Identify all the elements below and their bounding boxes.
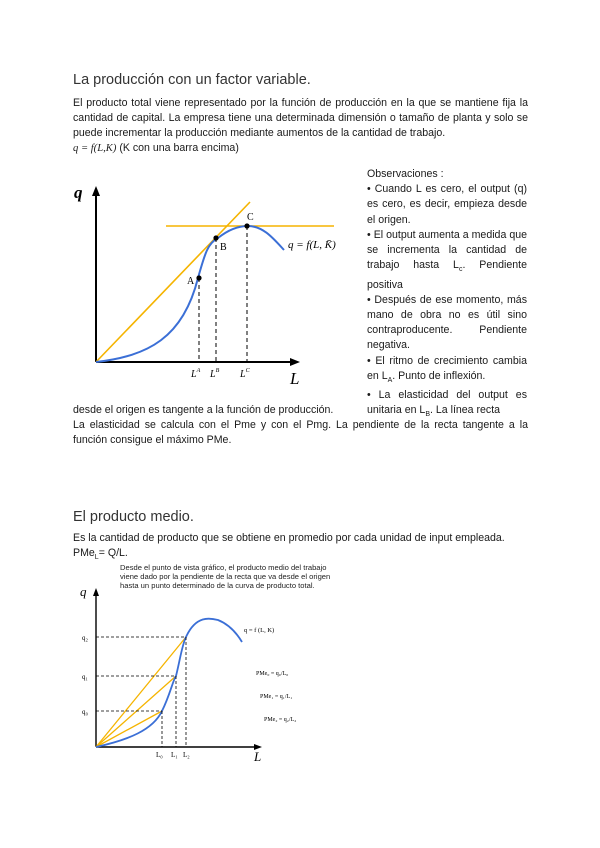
graph2-eq-pme0: PMe₀ = q₀/L₀: [256, 671, 289, 677]
graph1-point-a: [196, 275, 201, 280]
graph1-production-curve: [96, 226, 284, 362]
graph2-eq-pme1: PMe₁ = q₁/L₁: [260, 694, 293, 700]
observations-list: [367, 167, 527, 423]
graph1-curve-label: q = f(L, K̄): [288, 239, 336, 251]
graph2-ray-2: [96, 637, 186, 747]
formula-line: [73, 141, 239, 156]
graph2-tick-l1: L₁: [171, 751, 178, 759]
graph2-tick-l0: L₀: [156, 751, 163, 759]
graph2-curve-label: q = f (L, K): [244, 627, 275, 634]
graph1-x-arrow: [290, 358, 300, 366]
production-formula: q = f(L,K): [73, 143, 117, 154]
observations-heading: Observaciones :: [367, 168, 444, 180]
average-product-graph: [78, 580, 328, 766]
paragraph-total-product: El producto total viene representado por la función de producción en la que se mantiene fija la cantidad de capital. La empresa tiene una determinada dimensión o tamaño de planta y solo se puede incrementar la producción mediante aumentos de la cantidad de trabajo.: [73, 97, 528, 140]
graph2-tick-l2: L₂: [183, 751, 190, 759]
section-title-average-product: El producto medio.: [73, 509, 194, 525]
graph2-annotation: Desde el punto de vista gráfico, el producto medio del trabajo viene dado por la pendiente de la recta que va desde el origen hasta un punto determinado de la curva de producto total.: [120, 563, 331, 590]
observation-item: • Cuando L es cero, el output (q) es cero, es decir, empieza desde el origen.: [367, 183, 527, 226]
observation-item: • La elasticidad del output es unitaria en $L_B$. La línea recta: [367, 389, 527, 419]
graph1-label-c: C: [247, 212, 254, 223]
graph1-point-c: [244, 223, 249, 228]
paragraph-elasticity: La elasticidad se calcula con el Pme y con el Pmg. La pendiente de la recta tangente a la función consigue el máximo PMe.: [73, 419, 528, 447]
graph2-tick-q0: q₀: [82, 708, 88, 716]
graph1-y-label: q: [74, 183, 83, 202]
graph1-point-b: [213, 235, 218, 240]
graph2-ray-1: [96, 676, 176, 747]
graph1-tick-la: $L^A$: [191, 368, 201, 380]
graph1-tick-lb: $L^B$: [210, 368, 220, 380]
graph2-x-label: L: [254, 749, 262, 764]
section-title-production-variable: La producción con un factor variable.: [73, 72, 311, 88]
graph2-tick-q2: q₂: [82, 634, 88, 642]
graph2-y-arrow: [93, 588, 99, 596]
formula-note: (K con una barra encima): [119, 142, 239, 154]
observation-item: • El ritmo de crecimiento cambia en $L_A$. Punto de inflexión.: [367, 354, 527, 384]
paragraph-tangent-continuation: desde el origen es tangente a la función de producción.: [73, 404, 334, 416]
graph1-x-label: L: [290, 369, 300, 388]
graph2-ray-0: [96, 711, 162, 747]
graph1-y-arrow: [92, 186, 100, 196]
observation-item: • El output aumenta a medida que se incrementa la cantidad de trabajo hasta $L_c$. Pendiente positiva: [367, 228, 527, 291]
pme-formula: PMe$_L$= Q/L.: [73, 547, 128, 562]
total-product-graph: [68, 178, 354, 390]
paragraph-average-product: Es la cantidad de producto que se obtiene en promedio por cada unidad de input empleada.: [73, 532, 505, 544]
graph2-y-label: q: [80, 584, 87, 599]
graph1-tick-lc: $L^C$: [240, 368, 250, 380]
graph1-label-a: A: [187, 276, 195, 287]
graph1-label-b: B: [220, 242, 227, 253]
graph2-eq-pme2: PMe₂ = q₂/L₂: [264, 717, 297, 723]
graph2-tick-q1: q₁: [82, 673, 88, 681]
observation-item: • Después de ese momento, más mano de obra no es útil sino contraproducente. Pendiente negativa.: [367, 293, 527, 352]
